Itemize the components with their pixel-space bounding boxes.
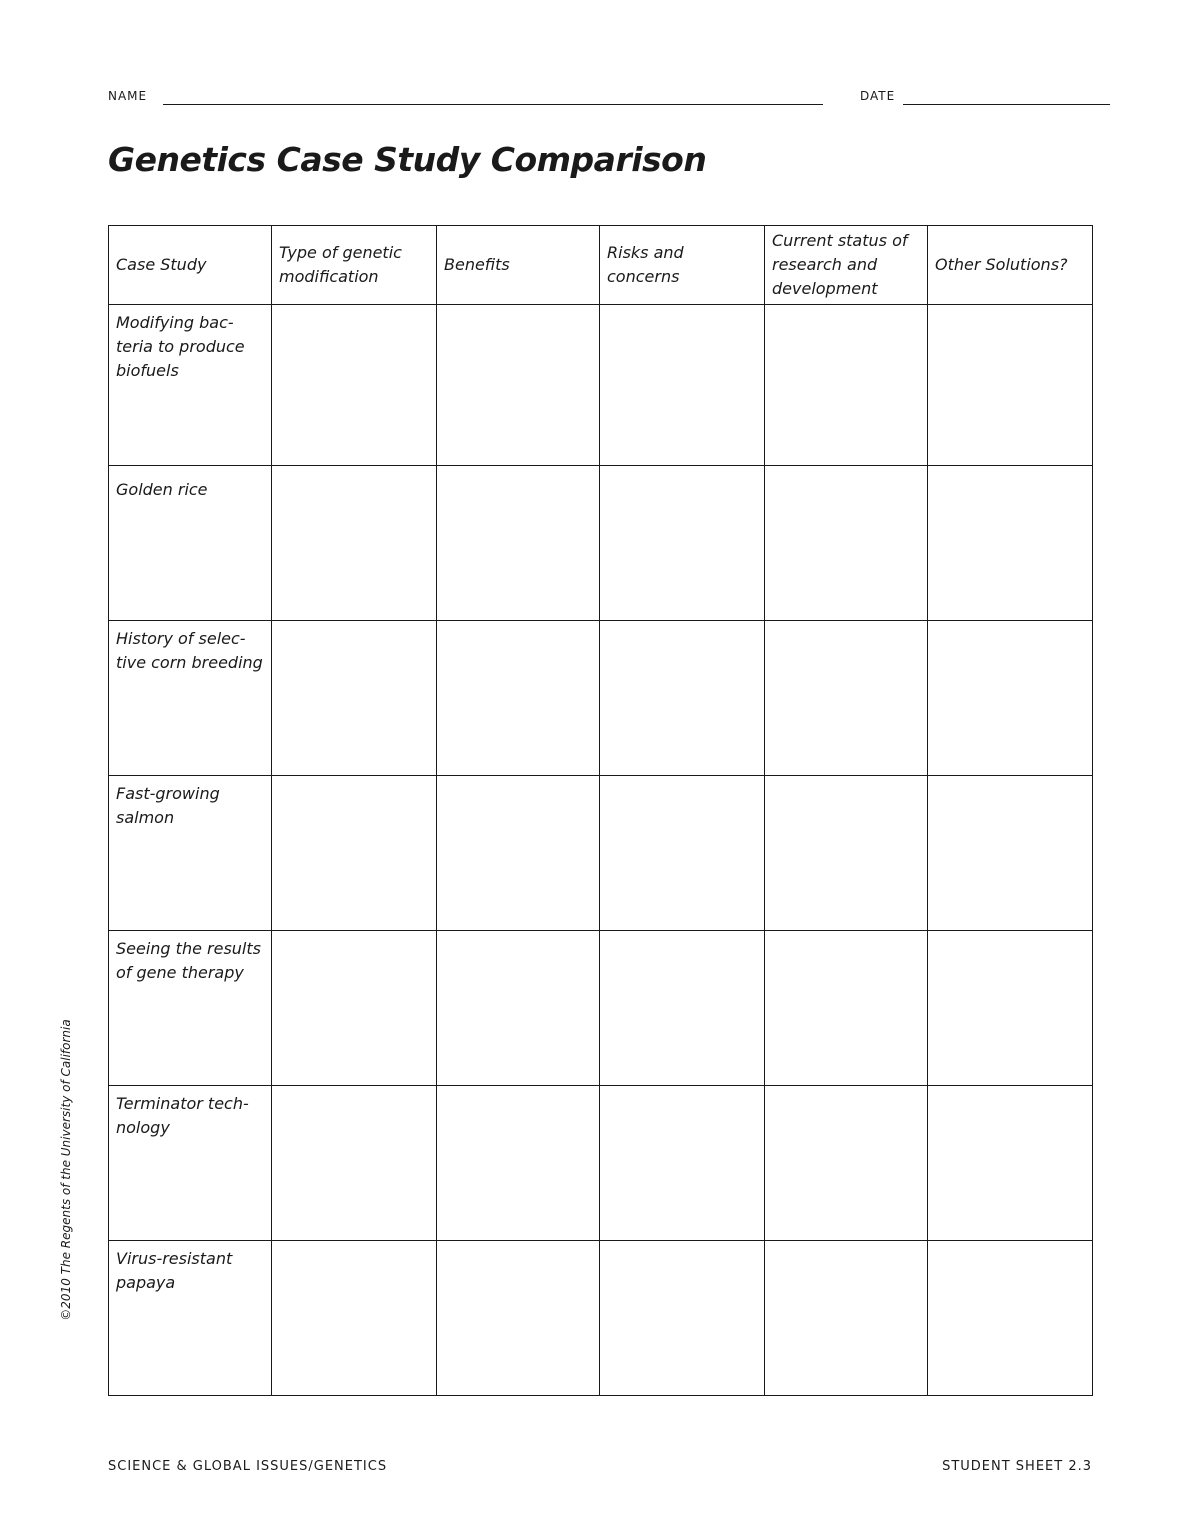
- answer-cell[interactable]: [765, 1241, 928, 1396]
- name-label: NAME: [108, 89, 148, 103]
- date-field[interactable]: [903, 104, 1110, 105]
- case-study-cell: Modifying bac-teria to produce biofuels: [109, 305, 272, 466]
- column-header: Type of genetic modification: [272, 226, 437, 305]
- column-header: Risks and concerns: [600, 226, 765, 305]
- answer-cell[interactable]: [272, 1241, 437, 1396]
- answer-cell[interactable]: [600, 1241, 765, 1396]
- name-date-row: [108, 86, 1110, 108]
- table-row: [109, 305, 1093, 466]
- case-study-cell: Terminator tech-nology: [109, 1086, 272, 1241]
- answer-cell[interactable]: [928, 1086, 1093, 1241]
- answer-cell[interactable]: [437, 621, 600, 776]
- table-row: [109, 931, 1093, 1086]
- answer-cell[interactable]: [765, 1086, 928, 1241]
- footer-sheet-number: STUDENT SHEET 2.3: [942, 1459, 1092, 1474]
- comparison-table: [108, 225, 1093, 1396]
- column-header: Case Study: [109, 226, 272, 305]
- answer-cell[interactable]: [437, 1241, 600, 1396]
- case-study-cell: Golden rice: [109, 466, 272, 621]
- answer-cell[interactable]: [600, 466, 765, 621]
- answer-cell[interactable]: [272, 931, 437, 1086]
- footer-course-title: SCIENCE & GLOBAL ISSUES/GENETICS: [108, 1459, 388, 1474]
- answer-cell[interactable]: [765, 305, 928, 466]
- answer-cell[interactable]: [600, 305, 765, 466]
- answer-cell[interactable]: [600, 776, 765, 931]
- answer-cell[interactable]: [765, 776, 928, 931]
- answer-cell[interactable]: [600, 931, 765, 1086]
- table-row: [109, 1241, 1093, 1396]
- answer-cell[interactable]: [437, 931, 600, 1086]
- answer-cell[interactable]: [600, 1086, 765, 1241]
- date-label: DATE: [860, 89, 896, 103]
- answer-cell[interactable]: [272, 305, 437, 466]
- answer-cell[interactable]: [437, 1086, 600, 1241]
- answer-cell[interactable]: [928, 1241, 1093, 1396]
- table-row: [109, 621, 1093, 776]
- answer-cell[interactable]: [765, 931, 928, 1086]
- case-study-cell: Virus-resistant papaya: [109, 1241, 272, 1396]
- answer-cell[interactable]: [928, 621, 1093, 776]
- copyright-notice: ©2010 The Regents of the University of California: [59, 1019, 73, 1321]
- table-row: [109, 466, 1093, 621]
- column-header: Current status of research and development: [765, 226, 928, 305]
- answer-cell[interactable]: [272, 621, 437, 776]
- page-title: Genetics Case Study Comparison: [108, 140, 707, 179]
- answer-cell[interactable]: [437, 466, 600, 621]
- answer-cell[interactable]: [928, 466, 1093, 621]
- answer-cell[interactable]: [272, 776, 437, 931]
- answer-cell[interactable]: [272, 466, 437, 621]
- case-study-cell: Fast-growing salmon: [109, 776, 272, 931]
- column-header: Other Solutions?: [928, 226, 1093, 305]
- answer-cell[interactable]: [928, 776, 1093, 931]
- answer-cell[interactable]: [437, 776, 600, 931]
- column-header: Benefits: [437, 226, 600, 305]
- answer-cell[interactable]: [437, 305, 600, 466]
- table-row: [109, 1086, 1093, 1241]
- case-study-cell: History of selec-tive corn breeding: [109, 621, 272, 776]
- answer-cell[interactable]: [765, 621, 928, 776]
- answer-cell[interactable]: [928, 305, 1093, 466]
- answer-cell[interactable]: [928, 931, 1093, 1086]
- answer-cell[interactable]: [272, 1086, 437, 1241]
- case-study-cell: Seeing the results of gene therapy: [109, 931, 272, 1086]
- table-row: [109, 776, 1093, 931]
- answer-cell[interactable]: [765, 466, 928, 621]
- table-header-row: [109, 226, 1093, 305]
- name-field[interactable]: [163, 104, 823, 105]
- answer-cell[interactable]: [600, 621, 765, 776]
